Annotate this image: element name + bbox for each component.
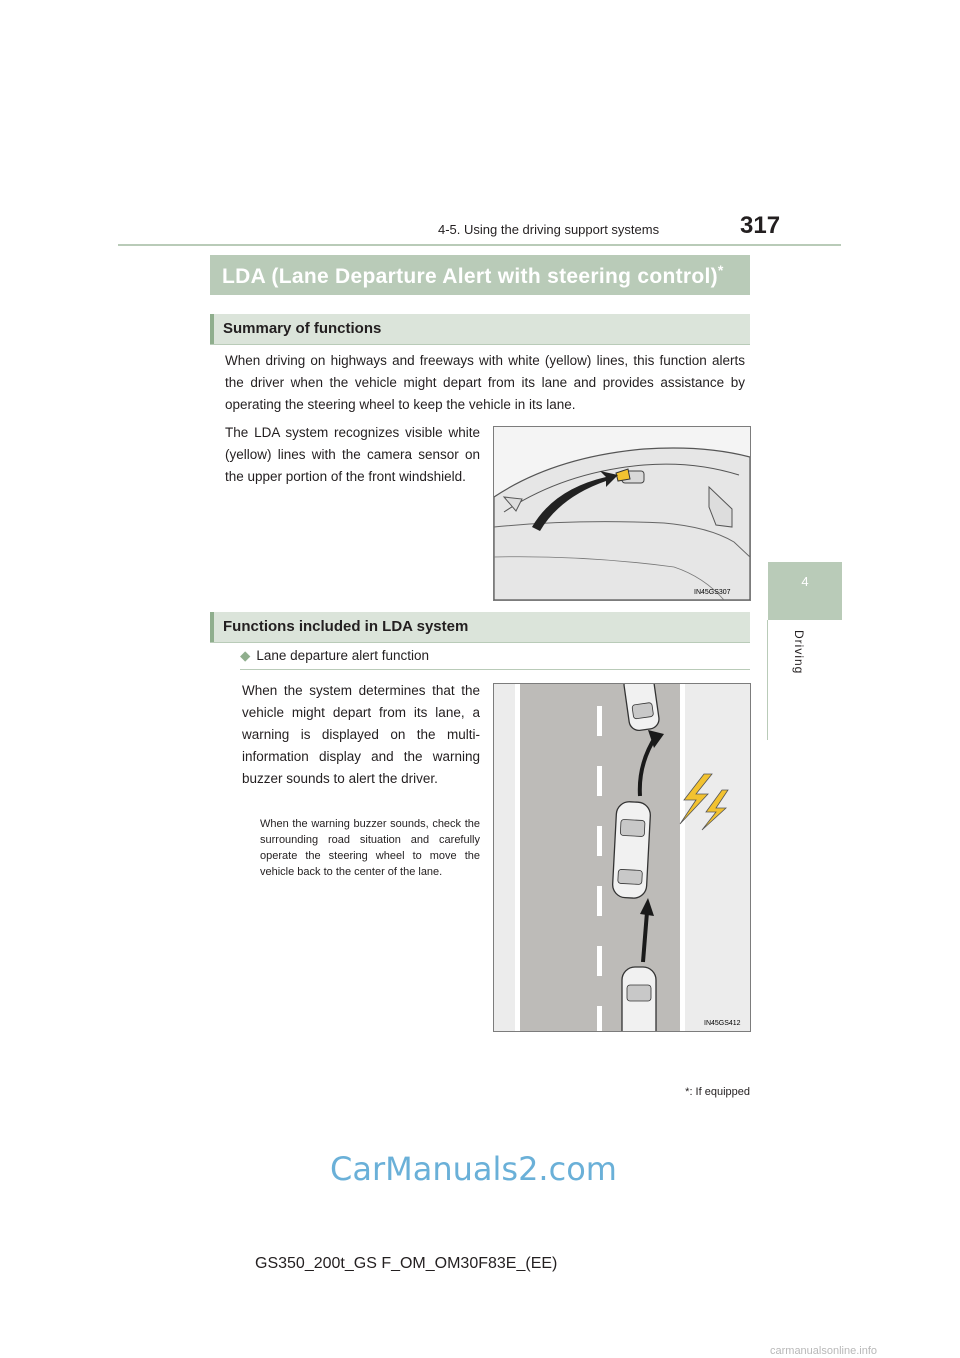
camera-figure [493, 426, 751, 601]
car-top-icon [622, 967, 656, 1031]
lane-figure [493, 683, 751, 1032]
watermark-secondary: carmanualsonline.info [770, 1345, 878, 1357]
buzzer-note: When the warning buzzer sounds, check the surrounding road situation and carefully operate the steering wheel to move the vehicle back to the center of the lane. [260, 818, 480, 878]
bullet-rule [240, 669, 750, 670]
summary-intro: When driving on highways and freeways with white (yellow) lines, this function alerts the driver when the vehicle might depart from its lane and provides assistance by operating the steering wheel to keep the vehicle in its lane. [225, 353, 745, 412]
if-equipped-marker: * [717, 262, 724, 278]
camera-description: The LDA system recognizes visible white (yellow) lines with the camera sensor on the upper portion of the front windshield. [225, 425, 480, 484]
header-rule [118, 244, 841, 246]
bullet-title-text: Lane departure alert function [256, 648, 430, 663]
chapter-label: Driving [792, 630, 806, 675]
functions-heading: Functions included in LDA system [223, 618, 469, 635]
summary-heading-accent [210, 314, 214, 344]
document-code: GS350_200t_GS F_OM_OM30F83E_(EE) [255, 1255, 558, 1272]
watermark-primary: CarManuals2.com [330, 1150, 617, 1188]
lane-figure-code: IN45GS412 [704, 1020, 741, 1027]
lane-departure-illustration [494, 684, 750, 1031]
section-title: 4-5. Using the driving support systems [438, 222, 660, 237]
chapter-number: 4 [801, 574, 809, 589]
diamond-bullet-icon: ◆ [240, 648, 251, 663]
main-heading [222, 262, 724, 289]
footnote-text: : If equipped [689, 1086, 750, 1098]
footnote [640, 1086, 750, 1098]
chapter-tab-rule [767, 620, 768, 740]
lane-departure-description: When the system determines that the vehicle might depart from its lane, a warning is displayed on the multi-information display and the warning buzzer sounds to alert the driver. [242, 683, 480, 786]
page-number: 317 [740, 212, 781, 239]
car-windshield-illustration [494, 427, 750, 600]
footnote-marker: * [685, 1086, 690, 1098]
summary-heading-rule [210, 344, 750, 345]
car-top-icon [612, 801, 651, 899]
main-heading-title: LDA (Lane Departure Alert with steering control) [222, 265, 718, 288]
camera-figure-code: IN45GS307 [694, 589, 731, 596]
bullet-title [240, 648, 429, 664]
functions-heading-accent [210, 612, 214, 642]
chapter-tab [768, 562, 842, 620]
summary-heading: Summary of functions [223, 320, 382, 337]
functions-heading-rule [210, 642, 750, 643]
